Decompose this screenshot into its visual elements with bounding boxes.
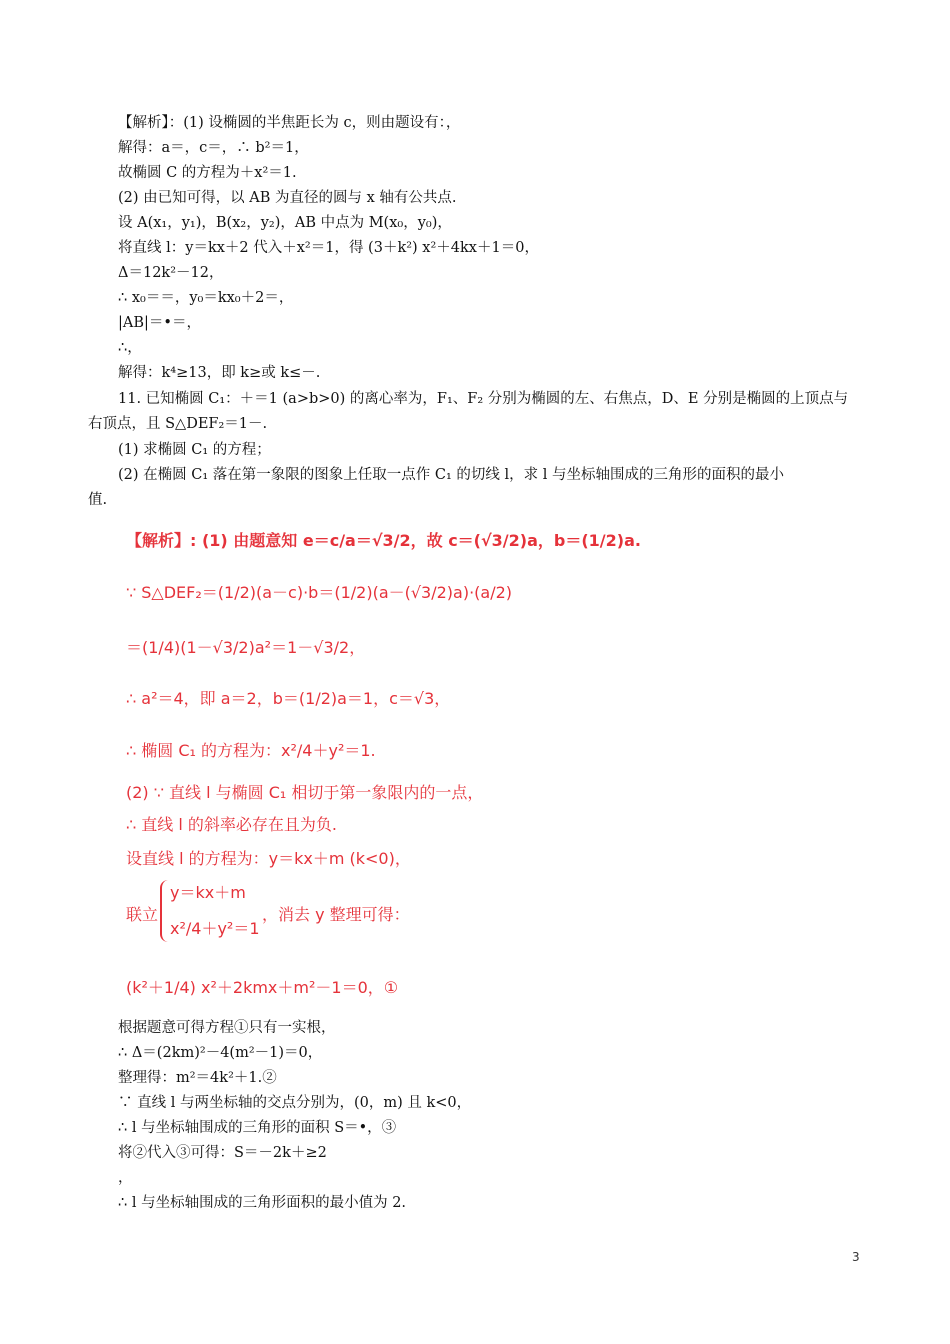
red-system-label: 联立 [126,905,159,924]
problem-part-1: (1) 求椭圆 C₁ 的方程； [118,442,271,458]
red-solution-line: 【解析】: (1) 由题意知 e＝c/a＝√3/2，故 c＝(√3/2)a，b＝(1/2)a. [126,531,641,550]
red-system-equation: x²/4＋y²＝1 [170,919,260,938]
red-solution-line: ，消去 y 整理可得： [262,905,410,924]
solution-line: 设 A(x₁，y₁)，B(x₂，y₂)，AB 中点为 M(x₀，y₀)， [118,215,452,231]
page-number: 3 [852,1250,860,1264]
problem-part-2-line: 值. [88,492,108,508]
solution-line: ∴ Δ＝(2km)²－4(m²－1)＝0， [118,1045,323,1061]
red-solution-line: ∴ a²＝4，即 a＝2，b＝(1/2)a＝1，c＝√3， [126,689,451,708]
solution-line: ∴， [118,340,142,356]
solution-line: ， [118,1170,133,1186]
solution-line: Δ＝12k²－12， [118,265,224,281]
solution-line: ∴ l 与坐标轴围成的三角形的面积 S＝•，③ [118,1120,397,1136]
problem-statement-line: 右顶点，且 S△DEF₂＝1－. [88,416,268,432]
red-system-equation: y＝kx＋m [170,883,246,902]
red-solution-line: ∵ S△DEF₂＝(1/2)(a－c)·b＝(1/2)(a－(√3/2)a)·(a/2) [126,583,513,602]
solution-line: 根据题意可得方程①只有一实根， [118,1020,336,1036]
solution-line: 解得：a＝，c＝，∴ b²＝1， [118,140,309,156]
solution-line: 整理得：m²＝4k²＋1.② [118,1070,277,1086]
solution-line: 故椭圆 C 的方程为＋x²＝1. [118,165,297,181]
solution-line: (2) 由已知可得，以 AB 为直径的圆与 x 轴有公共点. [118,190,457,206]
solution-line: ∴ l 与坐标轴围成的三角形面积的最小值为 2. [118,1195,407,1211]
red-solution-line: ∴ 直线 l 的斜率必存在且为负. [126,815,337,834]
red-solution-line: 设直线 l 的方程为：y＝kx＋m (k<0)， [126,849,411,868]
red-solution-line: ＝(1/4)(1－√3/2)a²＝1－√3/2， [126,638,366,657]
solution-line: |AB|＝•＝， [118,315,201,331]
solution-line: ∴ x₀＝＝，y₀＝kx₀＋2＝， [118,290,294,306]
problem-statement-line: 11. 已知椭圆 C₁：＋＝1 (a>b>0) 的离心率为，F₁、F₂ 分别为椭圆的左、右焦点，D、E 分别是椭圆的上顶点与 [118,391,849,407]
red-solution-line: (k²＋1/4) x²＋2kmx＋m²－1＝0，① [126,978,399,997]
solution-heading-line: 【解析】：(1) 设椭圆的半焦距长为 c，则由题设有：， [118,115,461,131]
solution-line: 将直线 l：y＝kx＋2 代入＋x²＝1，得 (3＋k²) x²＋4kx＋1＝0， [118,240,539,256]
solution-line: 解得：k⁴≥13，即 k≥或 k≤－. [118,365,321,381]
problem-part-2-line: (2) 在椭圆 C₁ 落在第一象限的图象上任取一点作 C₁ 的切线 l，求 l 与坐标轴围成的三角形的面积的最小 [118,467,784,483]
red-solution-line: ∴ 椭圆 C₁ 的方程为：x²/4＋y²＝1. [126,741,376,760]
solution-line: ∵ 直线 l 与两坐标轴的交点分别为，(0，m) 且 k<0， [118,1095,472,1111]
solution-line: 将②代入③可得：S＝－2k＋≥2 [118,1145,327,1161]
red-solution-line: (2) ∵ 直线 l 与椭圆 C₁ 相切于第一象限内的一点， [126,783,484,802]
